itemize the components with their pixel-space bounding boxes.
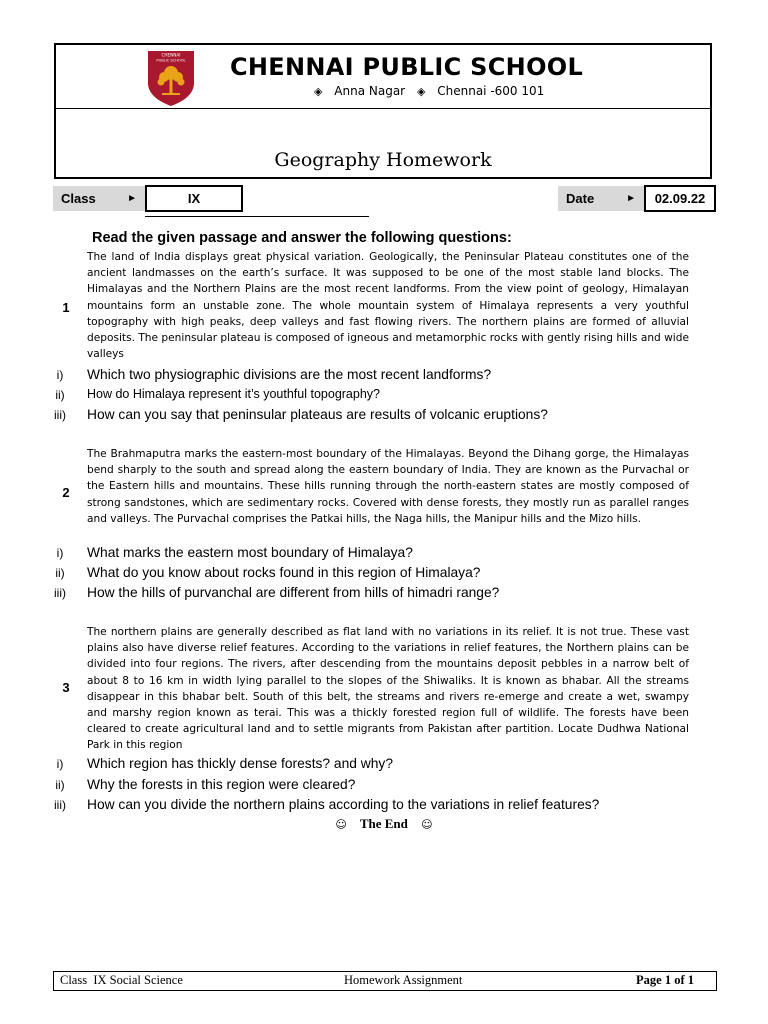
- subquestion-number: ii): [55, 778, 65, 792]
- header-box: [54, 43, 712, 179]
- footer-assignment-type: Homework Assignment: [344, 973, 463, 987]
- class-label: Class: [61, 191, 96, 206]
- footer-class-subject: Class IX Social Science: [60, 973, 183, 987]
- subquestion-text: How can you divide the northern plains according to the variations in relief features?: [87, 797, 600, 812]
- page-footer: [53, 971, 717, 991]
- school-name: CHENNAI PUBLIC SCHOOL: [230, 53, 584, 81]
- subquestion-text: Which region has thickly dense forests? and why?: [87, 756, 393, 771]
- date-value-field: 02.09.22: [644, 185, 716, 212]
- footer-page-number: Page 1 of 1: [636, 973, 694, 987]
- instruction-text: Read the given passage and answer the following questions:: [92, 230, 512, 246]
- subquestion-text: How the hills of purvanchal are different from hills of himadri range?: [87, 585, 500, 600]
- date-label-cell: [558, 186, 644, 211]
- subquestion-number: iii): [54, 586, 66, 600]
- svg-text:PUBLIC SCHOOL: PUBLIC SCHOOL: [156, 58, 186, 63]
- question-number: 1: [62, 300, 70, 315]
- class-label-cell: [53, 186, 145, 211]
- subquestion-number: i): [56, 368, 64, 382]
- subquestion-text: How do Himalaya represent it’s youthful topography?: [87, 387, 380, 401]
- subquestion-text: What do you know about rocks found in this region of Himalaya?: [87, 565, 481, 580]
- subquestion-text: What marks the eastern most boundary of Himalaya?: [87, 545, 413, 560]
- school-address: [306, 84, 544, 98]
- document-title: Geography Homework: [274, 149, 492, 171]
- subquestion-number: iii): [54, 798, 66, 812]
- question-passage: The Brahmaputra marks the eastern-most boundary of the Himalayas. Beyond the Dihang gorge, the Himalayas bend sharply to the south and spread along the eastern boundary of India. They are known as the Purvachal or the Eastern hills and mountains. These hills running through the north-eastern states are mostly composed of strong sandstones, which are sedimentary rocks. Covered with dense forests, they mostly run as parallel ranges and valleys. The Purvachal comprises the Patkai hills, the Naga hills, the Manipur hills and the Mizo hills.: [87, 448, 689, 525]
- address-city: Chennai -600 101: [437, 84, 545, 98]
- date-label: Date: [566, 191, 595, 206]
- class-value-field: IX: [145, 185, 243, 212]
- svg-text:CHENNAI: CHENNAI: [161, 52, 181, 58]
- school-crest-logo: [144, 49, 198, 107]
- arrow-right-icon: ►: [127, 193, 137, 204]
- subquestion-number: ii): [55, 566, 65, 580]
- subquestion-number: iii): [54, 408, 66, 422]
- subquestion-number: i): [56, 546, 64, 560]
- the-end-marker: [0, 816, 768, 832]
- arrow-right-icon: ►: [626, 193, 636, 204]
- subquestion-number: i): [56, 757, 64, 771]
- diamond-bullet-icon: ◈: [416, 85, 426, 98]
- question-passage: The land of India displays great physical variation. Geologically, the Peninsular Plateau constitutes one of the ancient landmasses on the earth’s surface. It was supposed to be one of the most stable land blocks. The Himalayas and the Northern Plains are the most recent landforms. From the view point of geology, Himalayan mountains form an unstable zone. The whole mountain system of Himalaya represents a very youthful topography with high peaks, deep valleys and fast flowing rivers. The northern plains are formed of alluvial deposits. The peninsular plateau is composed of igneous and metamorphic rocks with gently rising hills and wide valleys: [87, 251, 689, 361]
- question-number: 3: [62, 680, 70, 695]
- class-underline: [145, 216, 369, 217]
- subquestion-text: Which two physiographic divisions are the most recent landforms?: [87, 367, 492, 382]
- header-divider: [56, 108, 710, 109]
- question-passage: The northern plains are generally described as flat land with no variations in its relief. It is not true. These vast plains also have diverse relief features. According to the variations in relief features, the Northern plains can be divided into four regions. The rivers, after descending from the mountains deposit pebbles in a narrow belt of about 8 to 16 km in width lying parallel to the slopes of the Shiwaliks. It is known as bhabar. All the streams disappear in this bhabar belt. South of this belt, the streams and rivers re-emerge and create a wet, swampy and marshy region known as terai. This was a thickly forested region full of wildlife. The forests have been cleared to create agricultural land and to settle migrants from Pakistan after partition. Locate Dudhwa National Park in this region: [87, 626, 689, 752]
- the-end-text: The End: [359, 816, 408, 831]
- smiley-icon: ☺: [421, 818, 433, 831]
- question-number: 2: [62, 485, 70, 500]
- smiley-icon: ☺: [335, 818, 347, 831]
- subquestion-number: ii): [55, 388, 65, 402]
- subquestion-text: Why the forests in this region were cleared?: [87, 777, 356, 792]
- address-area: Anna Nagar: [334, 84, 406, 98]
- subquestion-text: How can you say that peninsular plateaus are results of volcanic eruptions?: [87, 407, 548, 422]
- diamond-bullet-icon: ◈: [314, 85, 323, 98]
